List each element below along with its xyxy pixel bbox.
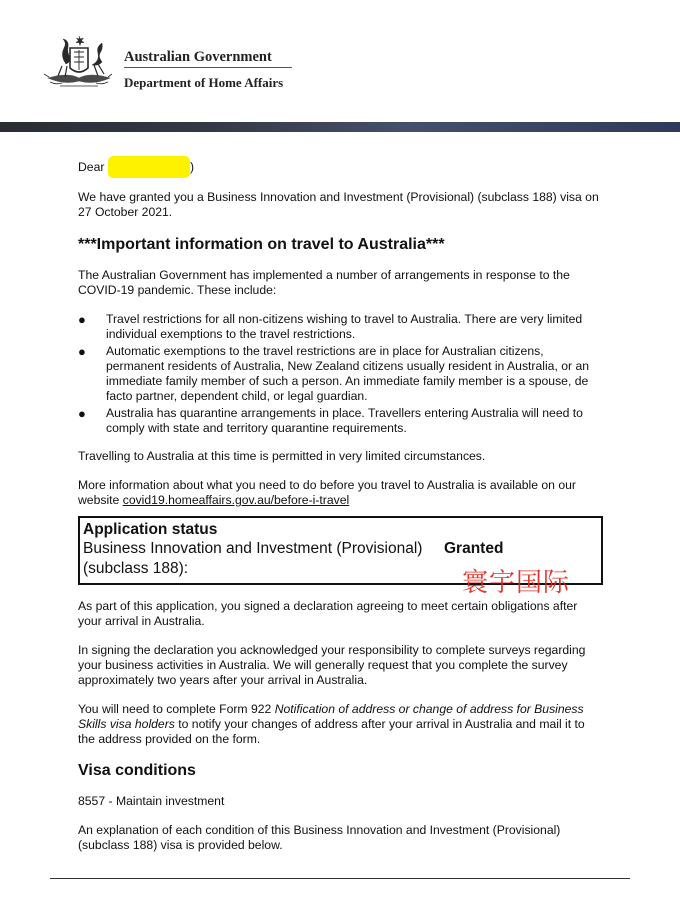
bullet-icon: ●: [78, 406, 86, 421]
covid-info-link[interactable]: covid19.homeaffairs.gov.au/before-i-travel: [122, 493, 350, 507]
form-title: Notification of address or change of address for Business Skills visa holders: [78, 702, 584, 731]
status-badge: Granted: [444, 540, 504, 557]
travel-bullets: [78, 312, 603, 436]
travel-limited: Travelling to Australia at this time is permitted in very limited circumstances.: [78, 449, 486, 463]
letterhead: [0, 0, 680, 122]
watermark-stamp: 寰宇国际: [462, 568, 571, 598]
header-divider: [124, 67, 292, 68]
visa-conditions-heading: Visa conditions: [78, 762, 196, 779]
redacted-name: [108, 156, 190, 178]
bullet-icon: ●: [78, 344, 86, 359]
travel-intro: The Australian Government has implemented a number of arrangements in response to the COVID-19 pandemic. These include:: [78, 268, 570, 297]
coat-of-arms-icon: [40, 34, 118, 92]
list-item: ● Automatic exemptions to the travel restrictions are in place for Australian citizens, permanent residents of Australia, New Zealand citizens usually resident in Australia, or an immediate family member of such a person. An immediate family member is a spouse, de facto partner, dependent child, or legal guardian.: [78, 344, 590, 403]
surveys-paragraph: In signing the declaration you acknowledged your responsibility to complete surveys regarding your business activities in Australia. We will generally request that you complete the survey approximately two years after your arrival in Australia.: [78, 643, 586, 687]
salutation-dear: Dear: [78, 160, 105, 174]
department-name: Department of Home Affairs: [124, 75, 284, 90]
status-title: Application status: [83, 521, 218, 538]
salutation-end: ): [190, 160, 195, 174]
government-name: Australian Government: [124, 49, 272, 65]
list-item: ● Australia has quarantine arrangements in place. Travellers entering Australia will need to comply with state and territory quarantine requirements.: [78, 406, 583, 435]
application-status-box: [78, 516, 603, 598]
header-stripe: [0, 122, 680, 132]
declaration-paragraph: As part of this application, you signed a declaration agreeing to meet certain obligations after your arrival in Australia.: [78, 599, 578, 628]
more-info-paragraph: More information about what you need to do before you travel to Australia is available on our website covid19.homeaffairs.gov.au/before-i-travel: [78, 478, 576, 507]
status-visa-line: Business Innovation and Investment (Provisional) (subclass 188):: [83, 540, 423, 577]
list-item: ● Travel restrictions for all non-citizens wishing to travel to Australia. There are very limited individual exemptions to the travel restrictions.: [78, 312, 583, 341]
footer-divider: [50, 878, 630, 879]
salutation: [78, 160, 603, 175]
bullet-icon: ●: [78, 312, 86, 327]
grant-paragraph: We have granted you a Business Innovation and Investment (Provisional) (subclass 188) visa on 27 October 2021.: [78, 190, 599, 219]
condition-item: 8557 - Maintain investment: [78, 794, 225, 809]
explanation-paragraph: An explanation of each condition of this Business Innovation and Investment (Provisional) (subclass 188) visa is provided below.: [78, 823, 561, 853]
form-paragraph: You will need to complete Form 922 Notification of address or change of address for Business Skills visa holders to notify your changes of address after your arrival in Australia and mail it to the address provided on the form.: [78, 702, 585, 746]
letter-body: [78, 160, 603, 853]
travel-heading: ***Important information on travel to Australia***: [78, 236, 445, 253]
